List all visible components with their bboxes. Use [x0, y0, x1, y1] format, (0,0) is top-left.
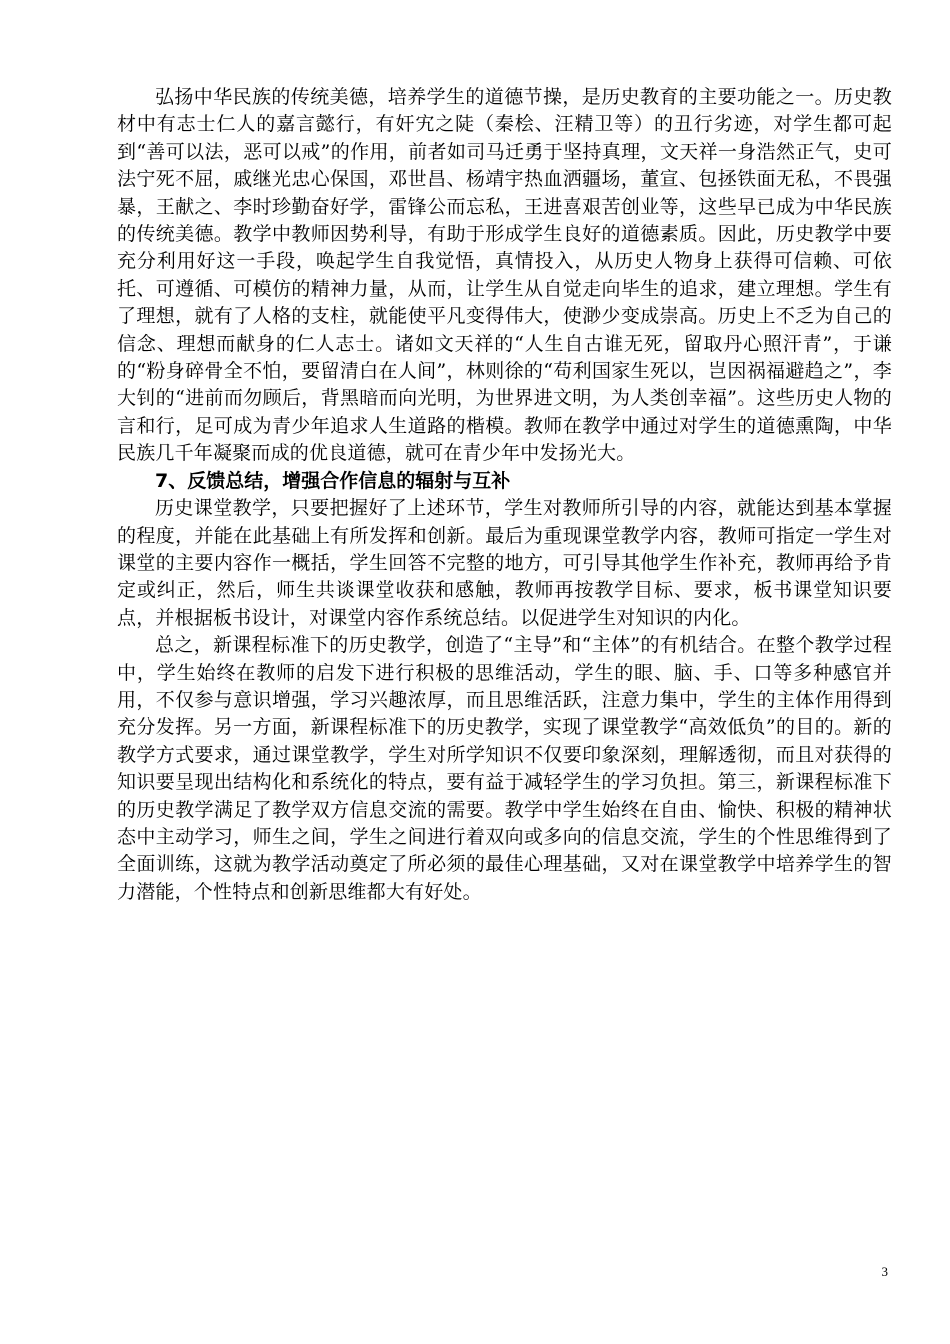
paragraph-conclusion: 总之，新课程标准下的历史教学，创造了“主导”和“主体”的有机结合。在整个教学过程中，学生始终在教师的启发下进行积极的思维活动，学生的眼、脑、手、口等多种感官并用，不仅参与意识增强，学习兴趣浓厚，而且思维活跃，注意力集中，学生的主体作用得到充分发挥。另一方面，新课程标准下的历史教学，实现了课堂教学“高效低负”的目的。新的教学方式要求，通过课堂教学，学生对所学知识不仅要印象深刻，理解透彻，而且对获得的知识要呈现出结构化和系统化的特点，要有益于减轻学生的学习负担。第三，新课程标准下的历史教学满足了教学双方信息交流的需要。教学中学生始终在自由、愉快、积极的精神状态中主动学习，师生之间，学生之间进行着双向或多向的信息交流，学生的个性思维得到了全面训练，这就为教学活动奠定了所必须的最佳心理基础，又对在课堂教学中培养学生的智力潜能，个性特点和创新思维都大有好处。 [117, 634, 892, 903]
paragraph-moral-education: 弘扬中华民族的传统美德，培养学生的道德节操，是历史教育的主要功能之一。历史教材中有志士仁人的嘉言懿行，有奸宄之陡（秦桧、汪精卫等）的丑行劣迹，对学生都可起到“善可以法，恶可以戒”的作用，前者如司马迁勇于坚持真理，文天祥一身浩然正气，史可法宁死不屈，戚继光忠心保国，邓世昌、杨靖宇热血洒疆场，董宣、包拯铁面无私，不畏强暴，王献之、李时珍勤奋好学，雷锋公而忘私，王进喜艰苦创业等，这些早已成为中华民族的传统美德。教学中教师因势利导，有助于形成学生良好的道德素质。因此，历史教学中要充分利用好这一手段，唤起学生自我觉悟，真情投入，从历史人物身上获得可信赖、可依托、可遵循、可模仿的精神力量，从而，让学生从自觉走向毕生的追求，建立理想。学生有了理想，就有了人格的支柱，就能使平凡变得伟大，使渺少变成崇高。历史上不乏为自己的信念、理想而献身的仁人志士。诸如文天祥的“人生自古谁无死，留取丹心照汗青”，于谦的“粉身碎骨全不怕，要留清白在人间”，林则徐的“苟利国家生死以，岂因祸福避趋之”，李大钊的“进前而勿顾后，背黑暗而向光明，为世界进文明，为人类创幸福”。这些历史人物的言和行，足可成为青少年追求人生道路的楷模。教师在教学中通过对学生的道德熏陶，中华民族几千年凝聚而成的优良道德，就可在青少年中发扬光大。 [117, 86, 892, 465]
page-number: 3 [881, 1264, 888, 1279]
section-heading: 7、反馈总结，增强合作信息的辐射与互补 [155, 469, 511, 492]
paragraph-feedback-summary: 历史课堂教学，只要把握好了上述环节，学生对教师所引导的内容，就能达到基本掌握的程度，并能在此基础上有所发挥和创新。最后为重现课堂教学内容，教师可指定一学生对课堂的主要内容作一概括，学生回答不完整的地方，可引导其他学生作补充，教师再给予肯定或纠正，然后，师生共谈课堂收获和感触，教师再按教学目标、要求，板书课堂知识要点，并根据板书设计，对课堂内容作系统总结。以促进学生对知识的内化。 [117, 497, 892, 629]
document-page [117, 84, 892, 906]
